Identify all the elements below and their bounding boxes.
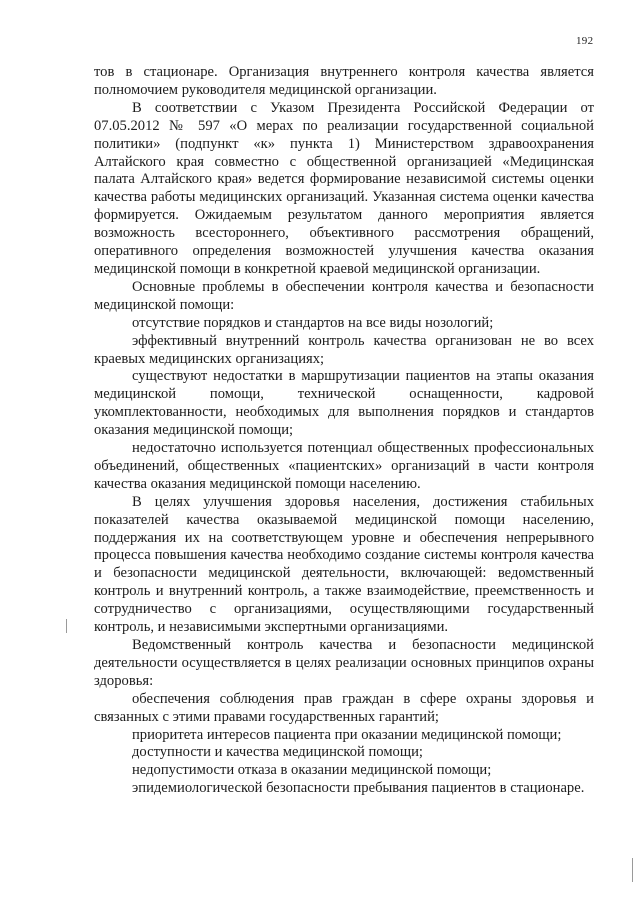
list-item: недопустимости отказа в оказании медицинской помощи;: [132, 762, 492, 779]
paragraph: В целях улучшения здоровья населения, достижения стабильных показателей качества оказываемой медицинской помощи населению, поддержания их на соответствующем уровне и обеспечения непрерывного процесса повышения качества необходимо создание системы контроля качества и безопасности медицинской деятельности, включающей: ведомственный контроль и внутренний контроль, а также взаимодействие, преемственность и сотрудничество с организациями, осуществляющими государственный контроль, и независимыми экспертными организациями.: [94, 493, 594, 636]
list-item: эффективный внутренний контроль качества организован не во всех краевых медицинских организациях;: [94, 332, 594, 367]
list-item: приоритета интересов пациента при оказании медицинской помощи;: [132, 726, 562, 743]
list-item: эпидемиологической безопасности пребывания пациентов в стационаре.: [132, 780, 585, 797]
text-body: [94, 64, 594, 798]
paragraph: Основные проблемы в обеспечении контроля качества и безопасности медицинской помощи:: [94, 278, 594, 313]
scan-artifact: [66, 619, 67, 633]
list-item: недостаточно используется потенциал общественных профессиональных объединений, общественных «пациентских» организаций в части контроля качества оказания медицинской помощи населению.: [94, 440, 594, 492]
list-item: обеспечения соблюдения прав граждан в сфере охраны здоровья и связанных с этими правами государственных гарантий;: [94, 690, 594, 725]
paragraph: Ведомственный контроль качества и безопасности медицинской деятельности осуществляется в целях реализации основных принципов охраны здоровья:: [94, 637, 594, 689]
list-item: доступности и качества медицинской помощи;: [132, 744, 423, 761]
list-item: существуют недостатки в маршрутизации пациентов на этапы оказания медицинской помощи, технической оснащенности, кадровой укомплектованности, необходимых для выполнения порядков и стандартов оказания медицинской помощи;: [94, 368, 594, 439]
list-item: отсутствие порядков и стандартов на все виды нозологий;: [132, 314, 494, 331]
page-number: 192: [576, 35, 594, 47]
paragraph: В соответствии с Указом Президента Российской Федерации от 07.05.2012 № 597 «О мерах по реализации государственной социальной политики» (подпункт «к» пункта 1) Министерством здравоохранения Алтайского края совместно с общественной организацией «Медицинская палата Алтайского края» ведется формирование независимой системы оценки качества работы медицинских организаций. Указанная система оценки качества формируется. Ожидаемым результатом данного мероприятия является возможность всестороннего, объективного рассмотрения обращений, оперативного определения возможностей улучшения качества оказания медицинской помощи в конкретной краевой медицинской организации.: [94, 99, 594, 277]
paragraph: тов в стационаре. Организация внутреннего контроля качества является полномочием руководителя медицинской организации.: [94, 64, 594, 98]
scan-artifact: [632, 858, 633, 882]
